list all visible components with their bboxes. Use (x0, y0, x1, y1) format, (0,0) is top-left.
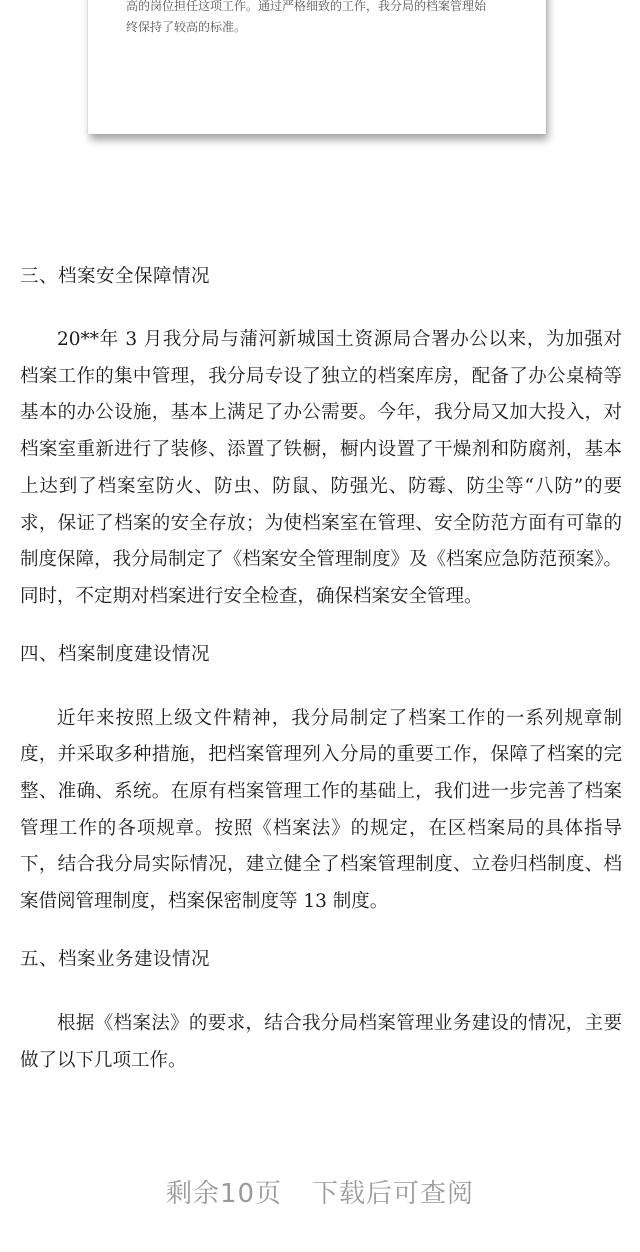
document-body (20, 258, 622, 1079)
preview-page-sheet (88, 0, 546, 134)
download-prompt-label: 下载后可查阅 (312, 1178, 475, 1209)
section-heading-regulations: 四、档案制度建设情况 (20, 643, 211, 665)
section-paragraph-regulations: 近年来按照上级文件精神，我分局制定了档案工作的一系列规章制度，并采取多种措施，把档案管理列入分局的重要工作，保障了档案的完整、准确、系统。在原有档案管理工作的基础上，我们进一步完善了档案管理工作的各项规章。按照《档案法》的规定，在区档案局的具体指导下，结合我分局实际情况，建立健全了档案管理制度、立卷归档制度、档案借阅管理制度，档案保密制度等 13 制度。 (20, 707, 622, 913)
remaining-pages-label: 剩余10页 (165, 1178, 283, 1209)
section-heading-operations: 五、档案业务建设情况 (20, 948, 211, 970)
download-to-read-more-button[interactable] (0, 1162, 640, 1220)
previous-page-preview (0, 0, 640, 232)
preview-page-text: 高的岗位担任这项工作。通过严格细致的工作，我分局的档案管理始 终保持了较高的标准。 (126, 0, 487, 34)
section-paragraph-operations: 根据《档案法》的要求，结合我分局档案管理业务建设的情况，主要做了以下几项工作。 (20, 1012, 622, 1071)
section-heading-security: 三、档案安全保障情况 (20, 266, 211, 287)
section-paragraph-security: 20**年 3 月我分局与蒲河新城国土资源局合署办公以来，为加强对档案工作的集中管理，我分局专设了独立的档案库房，配备了办公桌椅等基本的办公设施，基本上满足了办公需要。今年，我分局又加大投入，对档案室重新进行了装修、添置了铁橱，橱内设置了干燥剂和防腐剂，基本上达到了档案室防火、防虫、防鼠、防强光、防霉、防尘等“八防”的要求，保证了档案的安全存放；为使档案室在管理、安全防范方面有可靠的制度保障，我分局制定了《档案安全管理制度》及《档案应急防范预案》。同时，不定期对档案进行安全检查，确保档案安全管理。 (20, 329, 622, 607)
